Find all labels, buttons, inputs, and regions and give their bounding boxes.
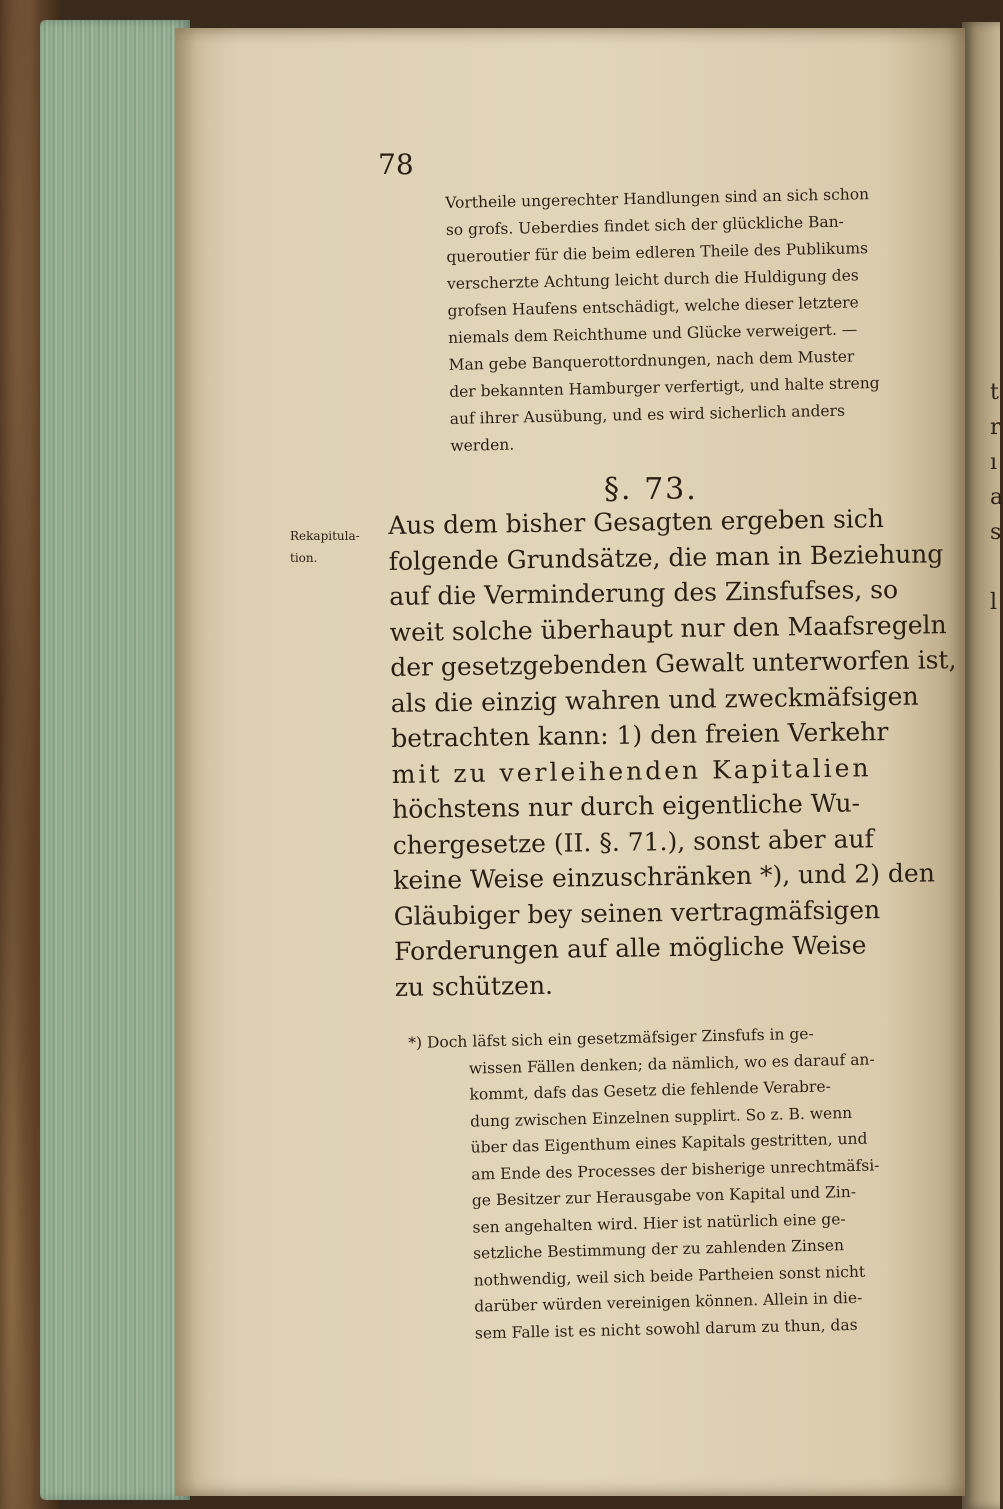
text-line: setzliche Bestimmung der zu zahlenden Zinsen (472, 1236, 845, 1263)
margin-note-line: tion. (290, 551, 318, 565)
text-line: werden. (450, 435, 515, 455)
text-line: keine Weise einzuschränken *), und 2) den (392, 858, 936, 895)
text-line: Man gebe Banquerottordnungen, nach dem Muster (448, 347, 855, 374)
text-line: folgende Grundsätze, die man in Beziehung (388, 538, 944, 576)
text-line: zu schützen. (394, 970, 554, 1002)
text-line: der bekannten Hamburger verfertigt, und halte streng (449, 373, 880, 401)
text-line: niemals dem Reichthume und Glücke verweigert. — (447, 320, 858, 347)
text-line: nothwendig, weil sich beide Partheien sonst nicht (473, 1262, 866, 1290)
edge-letter: l (990, 590, 998, 615)
text-line: chergesetze (II. §. 71.), sonst aber auf (392, 823, 874, 860)
text-line: über das Eigenthum eines Kapitals gestritten, und (470, 1129, 868, 1157)
page-edges-stack (40, 20, 190, 1500)
text-line: so grofs. Ueberdies findet sich der glückliche Ban- (445, 212, 845, 239)
adjacent-page-edge (962, 22, 1000, 1509)
upper-paragraph (445, 180, 941, 460)
text-line: grofsen Haufens entschädigt, welche dieser letztere (447, 293, 859, 320)
edge-letter: t (990, 380, 999, 405)
text-line: betrachten kann: 1) den freien Verkehr (391, 717, 889, 753)
margin-note-line: Rekapitula- (290, 529, 360, 543)
text-line: dung zwischen Einzelnen supplirt. So z. B. wenn (469, 1103, 853, 1131)
text-line: mit zu verleihenden Kapitalien (391, 752, 872, 789)
text-line: höchstens nur durch eigentliche Wu- (392, 788, 861, 824)
section-heading: §. 73. (604, 472, 698, 507)
page-number: 78 (378, 148, 414, 181)
text-line: am Ende des Processes der bisherige unrechtmäfsi- (471, 1155, 880, 1184)
text-line: wissen Fällen denken; da nämlich, wo es darauf an- (468, 1049, 875, 1078)
text-line: queroutier für die beim edleren Theile des Publikums (446, 239, 869, 266)
text-line: Gläubiger bey seinen vertragmäfsigen (393, 894, 881, 931)
text-line: verscherzte Achtung leicht durch die Huldigung des (446, 266, 859, 293)
text-line: auf ihrer Ausübung, und es wird sicherlich anders (449, 401, 846, 428)
text-line: Forderungen auf alle mögliche Weise (393, 930, 867, 966)
text-line: darüber würden vereinigen können. Allein in die- (474, 1288, 863, 1316)
text-line: als die einzig wahren und zweckmäfsigen (390, 681, 919, 718)
footnote (408, 1018, 955, 1348)
text-line: Vortheile ungerechter Handlungen sind an sich schon (445, 185, 870, 212)
text-line: Aus dem bisher Gesagten ergeben sich (388, 504, 885, 540)
text-line: *) Doch läfst sich ein gesetzmäfsiger Zinsfufs in ge- (408, 1024, 814, 1052)
edge-letter: s (990, 520, 1002, 545)
margin-note (290, 525, 380, 569)
text-line: weit solche überhaupt nur den Maafsregeln (389, 609, 947, 647)
edge-letter: ı (990, 450, 998, 475)
text-line: sem Falle ist es nicht sowohl darum zu thun, das (474, 1315, 858, 1343)
text-line: sen angehalten wird. Hier ist natürlich eine ge- (472, 1209, 846, 1237)
text-line: der gesetzgebenden Gewalt unterworfen ist, (390, 645, 957, 682)
edge-letter: r (990, 415, 1001, 440)
text-line: auf die Verminderung des Zinsfufses, so (389, 574, 899, 611)
text-line: ge Besitzer zur Herausgabe von Kapital und Zin- (471, 1182, 857, 1210)
main-paragraph (388, 500, 955, 1005)
text-line: kommt, dafs das Gesetz die fehlende Verabre- (469, 1077, 831, 1104)
edge-letter: a (990, 485, 1003, 510)
